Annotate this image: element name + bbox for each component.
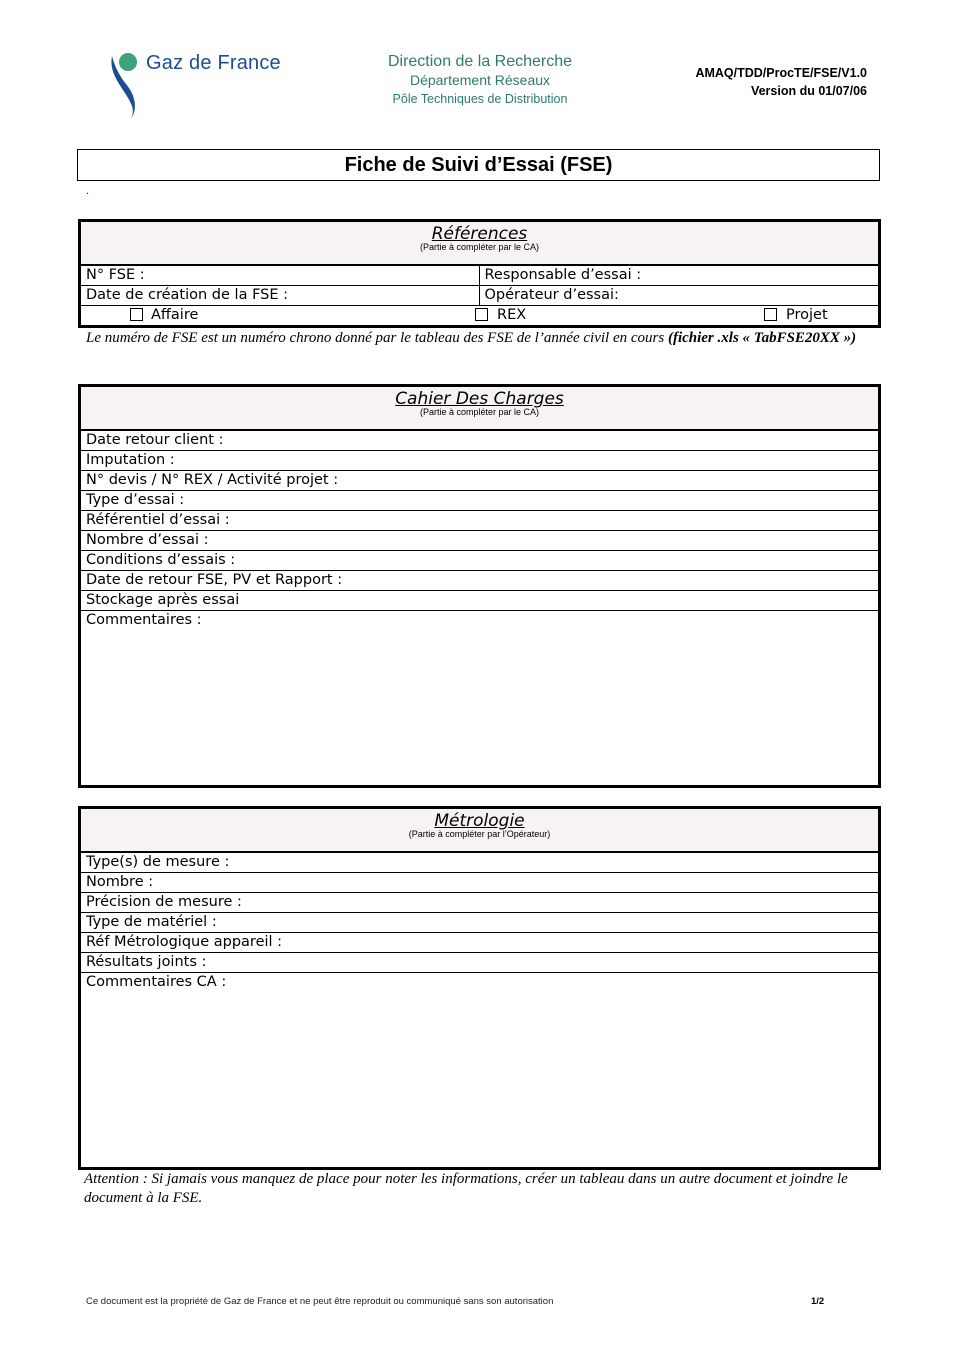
test-manager-field[interactable]: Responsable d’essai : [484,267,642,283]
references-title: Références [431,224,528,244]
cahier-row[interactable]: Référentiel d’essai : [81,511,878,531]
cahier-row[interactable]: Conditions d’essais : [81,551,878,571]
references-row [81,286,878,306]
rex-label: REX [497,307,527,323]
cahier-row[interactable]: Stockage après essai [81,591,878,611]
footer-text: Ce document est la propriété de Gaz de France et ne peut être reproduit ou communiqué sans son autorisation [86,1296,554,1307]
projet-label: Projet [786,307,828,323]
metrologie-row[interactable]: Résultats joints : [81,953,878,973]
cahier-row[interactable]: Date retour client : [81,431,878,451]
cahier-section [78,384,881,788]
metrologie-row[interactable]: Nombre : [81,873,878,893]
page-title-box [77,149,880,181]
fse-number-note [86,329,872,348]
metrologie-header [81,809,878,853]
type-checkbox-row [81,306,878,326]
pole-line: Pôle Techniques de Distribution [392,92,568,106]
doc-ref: AMAQ/TDD/ProcTE/FSE/V1.0 [695,66,867,80]
references-subtitle: (Partie à compléter par le CA) [419,242,540,252]
metrologie-row[interactable]: Réf Métrologique appareil : [81,933,878,953]
department-line: Département Réseaux [409,72,551,88]
fse-number-field[interactable]: N° FSE : [81,266,480,285]
metrologie-subtitle: (Partie à compléter par l’Opérateur) [408,829,551,839]
logo-text: Gaz de France [146,52,281,74]
department-block [360,52,600,109]
cahier-comments[interactable]: Commentaires : [86,612,202,628]
cahier-row[interactable]: Date de retour FSE, PV et Rapport : [81,571,878,591]
operator-field[interactable]: Opérateur d’essai: [484,287,619,303]
references-section [78,219,881,328]
cahier-row[interactable]: Type d’essai : [81,491,878,511]
cahier-row[interactable]: Imputation : [81,451,878,471]
cahier-subtitle: (Partie à compléter par le CA) [419,407,540,417]
projet-checkbox[interactable] [764,308,777,321]
doc-version: Version du 01/07/06 [750,84,867,98]
metrologie-row[interactable]: Précision de mesure : [81,893,878,913]
note-text: Le numéro de FSE est un numéro chrono donné par le tableau des FSE de l’année civil en cours [86,330,665,346]
cahier-row[interactable]: Nombre d’essai : [81,531,878,551]
references-header [81,222,878,266]
direction-line: Direction de la Recherche [387,53,573,70]
document-reference [695,64,867,100]
creation-date-field[interactable]: Date de création de la FSE : [81,286,480,305]
stray-dot: . [86,186,90,197]
affaire-checkbox[interactable] [130,308,143,321]
page-number: 1/2 [811,1296,825,1307]
affaire-label: Affaire [151,307,199,323]
page-title: Fiche de Suivi d’Essai (FSE) [344,154,613,176]
metrologie-section [78,806,881,1170]
metrologie-comments[interactable]: Commentaires CA : [86,974,227,990]
cahier-header [81,387,878,431]
cahier-title: Cahier Des Charges [395,389,564,409]
references-row [81,266,878,286]
rex-checkbox[interactable] [475,308,488,321]
metrologie-row[interactable]: Type de matériel : [81,913,878,933]
metrologie-title: Métrologie [434,811,525,831]
cahier-row[interactable]: N° devis / N° REX / Activité projet : [81,471,878,491]
attention-note: Attention : Si jamais vous manquez de place pour noter les informations, créer un tableau dans un autre document et joindre le document à la FSE. [84,1171,848,1206]
note-file-name: (fichier .xls « TabFSE20XX ») [667,330,857,346]
metrologie-row[interactable]: Type(s) de mesure : [81,853,878,873]
